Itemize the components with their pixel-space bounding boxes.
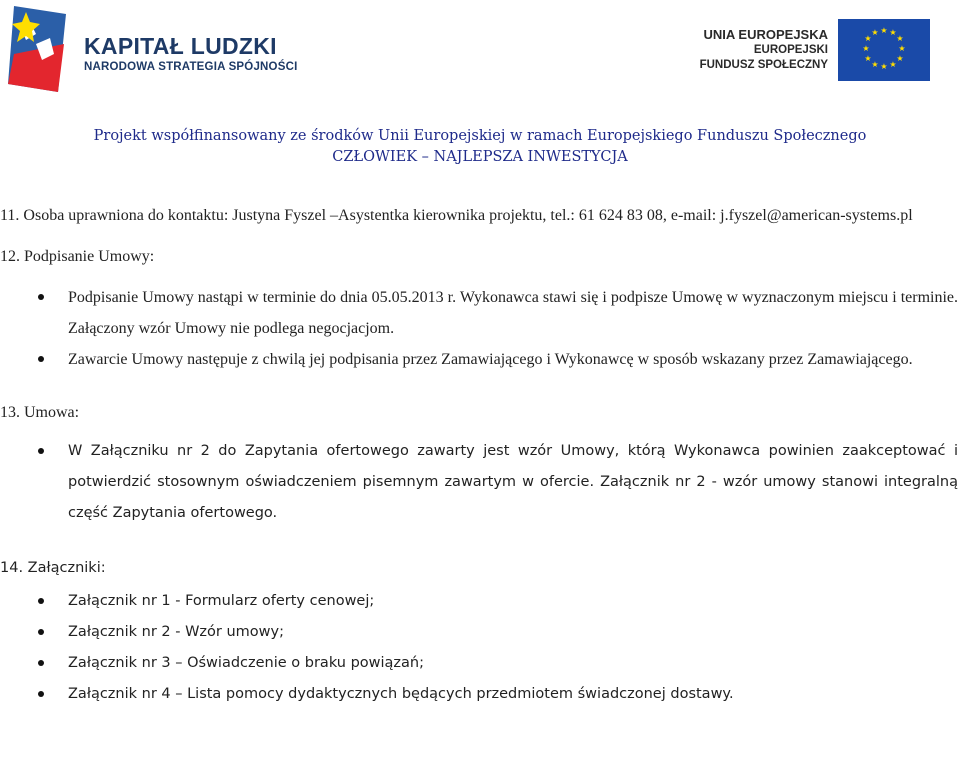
project-line-1: Projekt współfinansowany ze środków Unii Europejskiej w ramach Europejskiego Funduszu Społecznego bbox=[93, 128, 867, 144]
svg-text:★: ★ bbox=[871, 28, 879, 37]
attachment-text: Załącznik nr 4 – Lista pomocy dydaktycznych będących przedmiotem świadczonej dostawy. bbox=[68, 686, 734, 702]
svg-text:★: ★ bbox=[896, 34, 904, 43]
attachment-item-2 bbox=[0, 617, 958, 648]
eu-subtitle-1: EUROPEJSKI bbox=[753, 44, 828, 56]
bullet-icon bbox=[38, 598, 44, 604]
eu-title: UNIA EUROPEJSKA bbox=[703, 27, 828, 42]
attachment-text: Załącznik nr 1 - Formularz oferty cenowej; bbox=[68, 593, 375, 609]
svg-text:★: ★ bbox=[889, 28, 897, 37]
bullet-icon bbox=[38, 356, 44, 362]
section-12-bullet-2 bbox=[0, 344, 958, 375]
page-header bbox=[0, 0, 960, 100]
eu-flag-icon bbox=[838, 19, 930, 81]
bullet-icon bbox=[38, 294, 44, 300]
section-13-heading: 13. Umowa: bbox=[0, 404, 80, 421]
eu-subtitle-2: FUNDUSZ SPOŁECZNY bbox=[699, 59, 828, 71]
project-cofinancing-note bbox=[0, 126, 960, 168]
bullet-text: Zawarcie Umowy następuje z chwilą jej podpisania przez Zamawiającego i Wykonawcę w sposób wskazany przez Zamawiającego. bbox=[68, 351, 913, 368]
attachment-text: Załącznik nr 3 – Oświadczenie o braku powiązań; bbox=[68, 655, 424, 671]
attachment-item-1 bbox=[0, 586, 958, 617]
section-14-heading: 14. Załączniki: bbox=[0, 560, 106, 576]
bullet-icon bbox=[38, 660, 44, 666]
eu-text bbox=[700, 27, 828, 73]
svg-text:★: ★ bbox=[864, 34, 872, 43]
kapital-ludzki-subtitle: NARODOWA STRATEGIA SPÓJNOŚCI bbox=[84, 61, 298, 73]
svg-text:★: ★ bbox=[880, 62, 888, 71]
svg-text:★: ★ bbox=[864, 54, 872, 63]
svg-text:★: ★ bbox=[896, 54, 904, 63]
attachment-item-3 bbox=[0, 648, 958, 679]
bullet-text: W Załączniku nr 2 do Zapytania ofertowego zawarty jest wzór Umowy, którą Wykonawca powinien zaakceptować i potwierdzić stosownym oświadczeniem pisemnym zawartym w ofercie. Załącznik nr 2 - wzór umowy stanowi integralną część Zapytania ofertowego. bbox=[68, 443, 958, 521]
kapital-ludzki-title: KAPITAŁ LUDZKI bbox=[84, 33, 277, 59]
kapital-ludzki-logo-icon bbox=[6, 4, 80, 96]
attachment-item-4 bbox=[0, 679, 958, 710]
kapital-ludzki-text bbox=[84, 34, 297, 73]
svg-text:★: ★ bbox=[889, 60, 897, 69]
document-body bbox=[0, 200, 958, 710]
bullet-text: Podpisanie Umowy nastąpi w terminie do dnia 05.05.2013 r. Wykonawca stawi się i podpisze Umowę w wyznaczonym miejscu i terminie. Załączony wzór Umowy nie podlega negocjacjom. bbox=[68, 289, 958, 337]
svg-text:★: ★ bbox=[871, 60, 879, 69]
project-line-2: CZŁOWIEK – NAJLEPSZA INWESTYCJA bbox=[332, 149, 628, 165]
bullet-icon bbox=[38, 691, 44, 697]
bullet-icon bbox=[38, 448, 44, 454]
svg-text:★: ★ bbox=[880, 26, 888, 35]
svg-text:★: ★ bbox=[862, 44, 870, 53]
bullet-icon bbox=[38, 629, 44, 635]
section-13-bullet-1 bbox=[0, 436, 958, 529]
section-12-heading: 12. Podpisanie Umowy: bbox=[0, 248, 155, 265]
attachment-text: Załącznik nr 2 - Wzór umowy; bbox=[68, 624, 284, 640]
section-12-bullet-1 bbox=[0, 282, 958, 344]
section-11-contact: 11. Osoba uprawniona do kontaktu: Justyna Fyszel –Asystentka kierownika projektu, tel.: 61 624 83 08, e-mail: j.fyszel@american-systems.pl bbox=[0, 207, 913, 224]
svg-text:★: ★ bbox=[898, 44, 906, 53]
